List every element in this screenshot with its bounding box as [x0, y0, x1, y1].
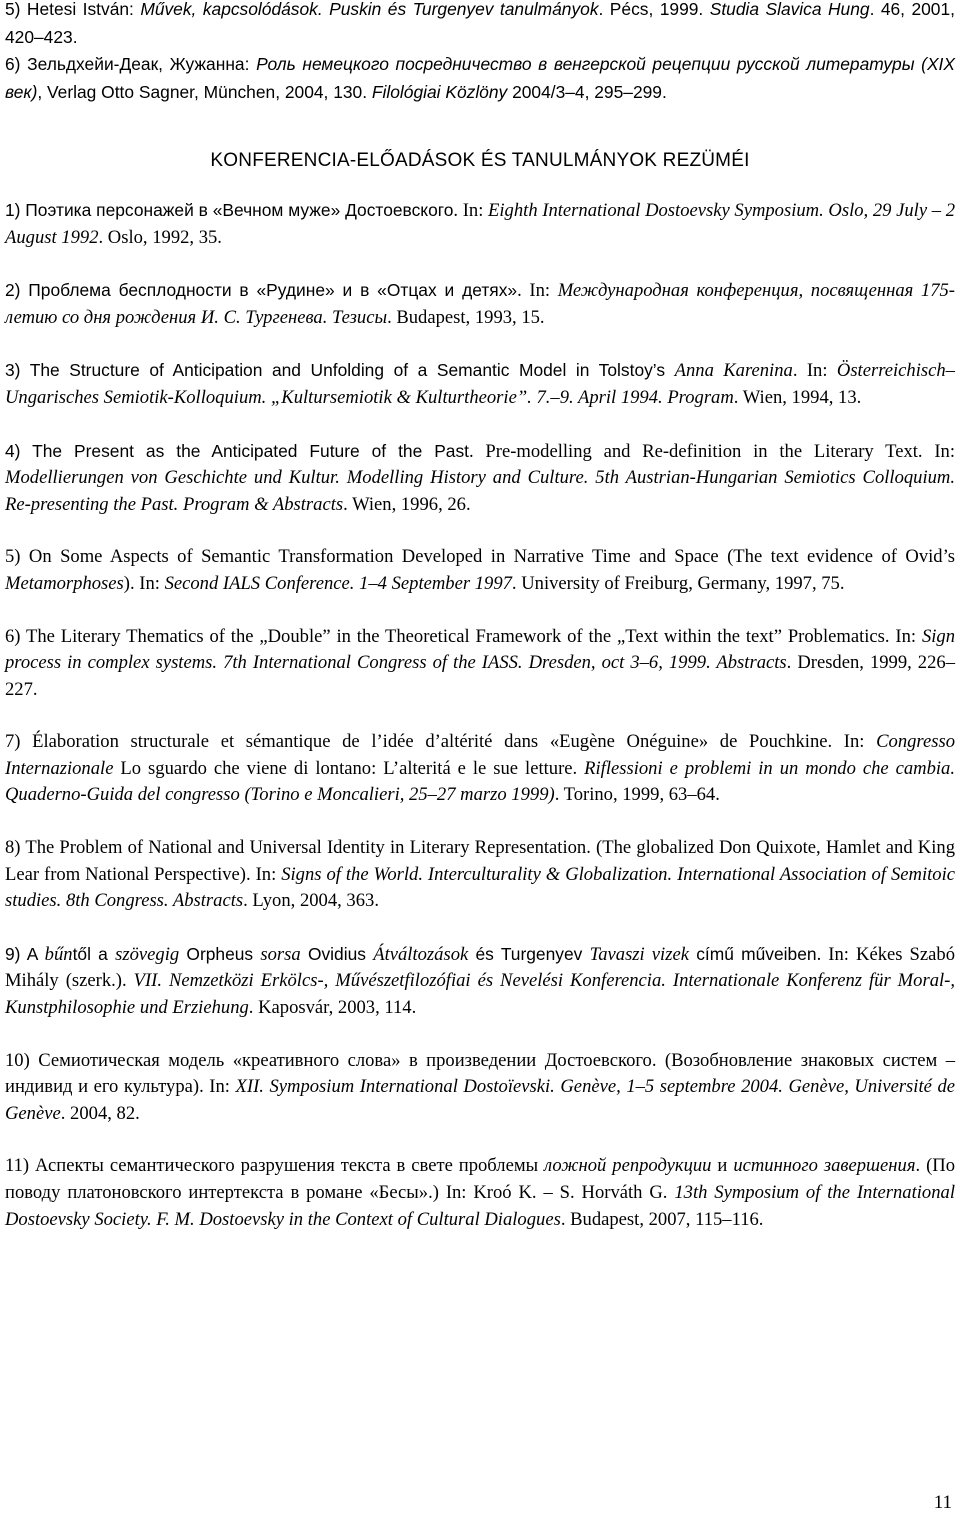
text-run: . (По поводу платоновского интертекста в романе «Бесы».) In: Kroó K. – S. Horváth G.: [5, 1155, 955, 1203]
text-run: Tavaszi vizek: [589, 943, 689, 965]
text-run: és Turgenyev: [468, 943, 590, 964]
text-run: című műveiben: [688, 943, 817, 964]
abstract-entry-10: [5, 1048, 955, 1128]
abstract-entry-5: [5, 544, 955, 597]
text-run: Congresso Internazionale: [5, 731, 955, 779]
text-run: 13th Symposium of the International Dostoevsky Society. F. M. Dostoevsky in the Context of Cultural Dialogues: [5, 1182, 955, 1230]
text-run: Átváltozások: [373, 943, 469, 965]
text-run: . In:: [792, 360, 837, 382]
text-run: . Budapest, 1993, 15.: [387, 306, 545, 328]
abstract-entry-8: [5, 835, 955, 915]
text-run: Modellierungen von Geschichte und Kultur. Modelling History and Culture. 5th Austrian-Hungarian Semiotics Colloquium. Re-presenting the Past. Program & Abstracts: [5, 467, 955, 515]
text-run: bűn: [44, 943, 73, 965]
text-run: . Kaposvár, 2003, 114.: [248, 997, 417, 1019]
text-run: 8) The Problem of National and Universal Identity in Literary Representation. (The globalized Don Quixote, Hamlet and King Lear from National Perspective). In:: [5, 837, 955, 885]
text-run: . Torino, 1999, 63–64.: [554, 784, 720, 806]
text-run: Международная конференция, посвященная 175-летию со дня рождения И. С. Тургенева. Тезисы: [5, 280, 956, 328]
text-run: XII. Symposium International Dostoïevski. Genève, 1–5 septembre 2004. Genève, Université de Genève: [5, 1076, 955, 1124]
continued-list: [5, 0, 955, 106]
text-run: 5) On Some Aspects of Semantic Transformation Developed in Narrative Time and Space (The text evidence of Ovid’s: [5, 546, 955, 568]
text-run: . 2004, 82.: [60, 1102, 140, 1124]
text-run: Studia Slavica Hung: [709, 0, 870, 19]
text-run: 5) Hetesi István:: [5, 0, 141, 19]
text-run: sorsa: [260, 943, 301, 965]
text-run: . 46, 2001, 420–423.: [5, 0, 955, 47]
abstract-entry-4: [5, 438, 955, 519]
abstract-entry-11: [5, 1153, 955, 1233]
text-run: 6) The Literary Thematics of the „Double” in the Theoretical Framework of the „Text within the text” Problematics. In:: [5, 625, 922, 647]
text-run: Lo sguardo che viene di lontano: L’alteritá e le sue letture.: [113, 757, 585, 779]
text-run: 7) Élaboration structurale et sémantique de l’idée d’altérité dans «Eugène Onéguine» de Pouchkine. In:: [5, 731, 877, 753]
text-run: VII. Nemzetközi Erkölcs-, Művészetfilozófiai és Nevelési Konferencia. Internationale Konferenz für Moral-, Kunstphilosophie und Erziehung: [5, 970, 956, 1019]
section-heading: KONFERENCIA-ELŐADÁSOK ÉS TANULMÁNYOK REZÜMÉI: [210, 150, 750, 172]
text-run: ). In:: [123, 572, 165, 594]
conference-abstract-list: [5, 197, 955, 1233]
text-run: . Wien, 1996, 26.: [343, 493, 471, 515]
abstract-entry-2: [5, 277, 955, 331]
text-run: Österreichisch–Ungarisches Semiotik-Kolloquium. „Kultursemiotik & Kulturtheorie”. 7.–9. April 1994. Program: [5, 360, 955, 408]
abstract-entry-1: [5, 197, 955, 251]
abstract-entry-6: [5, 624, 955, 704]
text-run: től a: [72, 943, 116, 964]
text-run: Second IALS Conference. 1–4 September 1997: [164, 572, 512, 594]
text-run: Riflessioni e problemi in un mondo che cambia. Quaderno-Guida del congresso (Torino e Moncalieri, 25–27 marzo 1999): [5, 757, 955, 806]
text-run: 2004/3–4, 295–299.: [507, 81, 667, 102]
text-run: , Verlag Otto Sagner, München, 2004, 130.: [37, 81, 372, 102]
text-run: . Budapest, 2007, 115–116.: [560, 1208, 764, 1230]
text-run: . Oslo, 1992, 35.: [98, 226, 222, 248]
text-run: . In:: [517, 280, 558, 302]
document-page: [5, 0, 955, 1259]
text-run: Művek, kapcsolódások. Puskin és Turgenyev tanulmányok: [140, 0, 599, 19]
text-run: . Pécs, 1999.: [598, 0, 710, 19]
text-run: . University of Freiburg, Germany, 1997, 75.: [511, 572, 845, 594]
reference-item-6: [5, 51, 955, 106]
text-run: . Wien, 1994, 13.: [733, 386, 862, 408]
reference-item-5: [5, 0, 955, 51]
text-run: . In:: [453, 199, 489, 221]
text-run: szövegig: [115, 943, 180, 965]
text-run: 4) The Present as the Anticipated Future of the Past: [5, 440, 470, 461]
abstract-entry-3: [5, 357, 955, 411]
text-run: . Pre-modelling and Re-definition in the Literary Text. In:: [469, 440, 956, 462]
text-run: Orpheus: [179, 943, 261, 964]
page-number: 11: [933, 1492, 952, 1513]
text-run: 9) A: [5, 943, 45, 964]
text-run: . In: Kékes Szabó Mihály (szerk.).: [5, 943, 955, 992]
text-run: и: [711, 1155, 734, 1177]
text-run: 6) Зельдхейи-Деак, Жужанна:: [5, 54, 257, 75]
text-run: Роль немецкого посредничество в венгерской рецепции русской литературы (XIX век): [5, 54, 955, 102]
text-run: Signs of the World. Interculturality & Globalization. International Association of Semitoic studies. 8th Congress. Abstracts: [5, 863, 955, 912]
text-run: 11) Аспекты семантического разрушения текста в свете проблемы: [5, 1155, 545, 1177]
abstract-entry-7: [5, 729, 955, 809]
text-run: . Lyon, 2004, 363.: [243, 890, 379, 912]
abstract-entry-9: [5, 941, 955, 1022]
text-run: Sign process in complex systems. 7th International Congress of the IASS. Dresden, oct 3–6, 1999. Abstracts: [5, 625, 955, 674]
text-run: истинного завершения: [733, 1155, 916, 1177]
text-run: Filológiai Közlöny: [371, 81, 508, 102]
text-run: 1) Поэтика персонажей в «Вечном муже» Достоевского: [5, 199, 454, 220]
text-run: Eighth International Dostoevsky Symposium. Oslo, 29 July – 2 August 1992: [5, 199, 955, 248]
text-run: 10) Семиотическая модель «креативного слова» в произведении Достоевского. (Возобновление знаковых систем – индивид и его культура). In:: [5, 1049, 955, 1098]
text-run: ложной репродукции: [544, 1155, 712, 1177]
text-run: . Dresden, 1999, 226–227.: [5, 652, 955, 700]
text-run: Anna Karenina: [674, 360, 793, 382]
text-run: 3) The Structure of Anticipation and Unfolding of a Semantic Model in Tolstoy’s: [5, 360, 675, 381]
text-run: Metamorphoses: [5, 572, 124, 594]
text-run: Ovidius: [300, 943, 374, 964]
text-run: 2) Проблема бесплодности в «Рудине» и в «Отцах и детях»: [5, 280, 518, 301]
